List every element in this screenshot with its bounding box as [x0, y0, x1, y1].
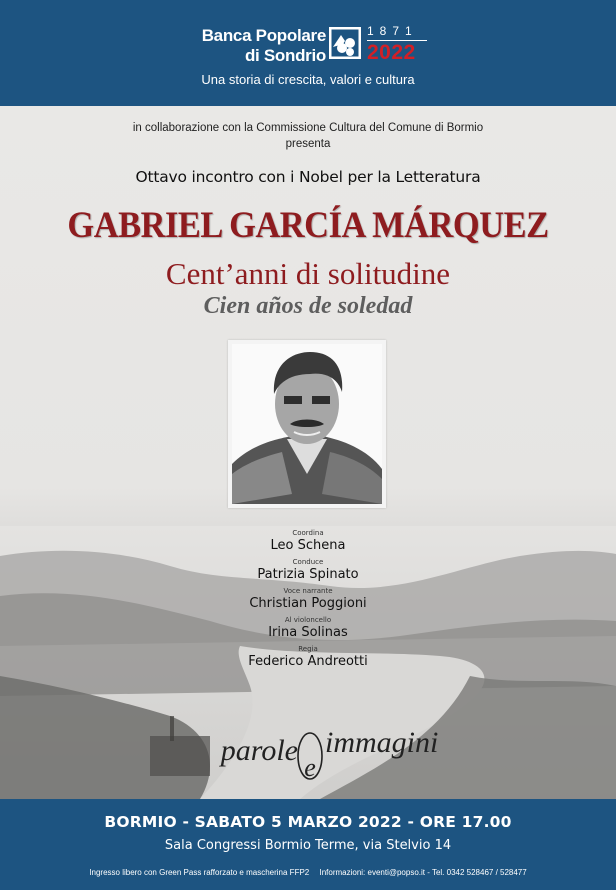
contact-info: Informazioni: eventi@popso.it - Tel. 0342 528467 / 528477: [319, 868, 527, 877]
logo-word-immagini: immagini: [325, 728, 439, 759]
bank-name-line2: di Sondrio: [244, 46, 326, 65]
logo-word-parole: parole: [220, 734, 298, 767]
event-date-time: BORMIO - SABATO 5 MARZO 2022 - ORE 17.00: [104, 813, 512, 831]
portrait-photo: [232, 344, 382, 504]
credit-role: Al violoncello: [284, 616, 332, 624]
credit-role: Coordina: [292, 529, 324, 537]
credit-name: Leo Schena: [270, 538, 346, 553]
credit-item: [0, 528, 616, 554]
bank-logo-icon: [329, 27, 361, 59]
header-band: [0, 0, 616, 106]
founding-year: 1871: [367, 24, 427, 41]
bank-tagline: Una storia di crescita, valori e cultura: [201, 72, 415, 87]
bank-name-line1: Banca Popolare: [201, 26, 326, 45]
credits-list: [0, 528, 616, 673]
credit-name: Irina Solinas: [268, 625, 348, 640]
author-name: GABRIEL GARCÍA MÁRQUEZ: [67, 205, 549, 246]
credit-name: Federico Andreotti: [248, 654, 368, 669]
credit-role: Voce narrante: [283, 587, 333, 595]
author-portrait: [228, 340, 386, 508]
work-original-title: Cien años de soledad: [203, 293, 413, 319]
collaboration-line: in collaborazione con la Commissione Cultura del Comune di Bormio: [132, 122, 484, 134]
series-title: Ottavo incontro con i Nobel per la Letteratura: [135, 168, 481, 186]
entry-conditions: Ingresso libero con Green Pass rafforzato e mascherina FFP2: [89, 868, 310, 877]
credit-item: [0, 586, 616, 612]
credit-item: [0, 615, 616, 641]
credit-name: Christian Poggioni: [249, 596, 367, 611]
credit-item: [0, 557, 616, 583]
credit-role: Regia: [298, 645, 318, 653]
current-year: 2022: [367, 41, 416, 64]
credit-name: Patrizia Spinato: [257, 567, 359, 582]
footer-info: [0, 868, 616, 877]
presents-line: presenta: [285, 138, 331, 150]
event-venue: Sala Congressi Bormio Terme, via Stelvio 14: [164, 838, 452, 853]
bank-brand: [0, 24, 616, 68]
work-title: Cent’anni di solitudine: [165, 256, 451, 291]
bank-name: [202, 26, 326, 66]
collaboration-text: [0, 120, 616, 152]
parole-e-immagini-logo: [170, 728, 460, 788]
credit-item: [0, 644, 616, 670]
bank-years: [367, 24, 427, 64]
credit-role: Conduce: [292, 558, 324, 566]
logo-letter-e: e: [304, 753, 316, 782]
